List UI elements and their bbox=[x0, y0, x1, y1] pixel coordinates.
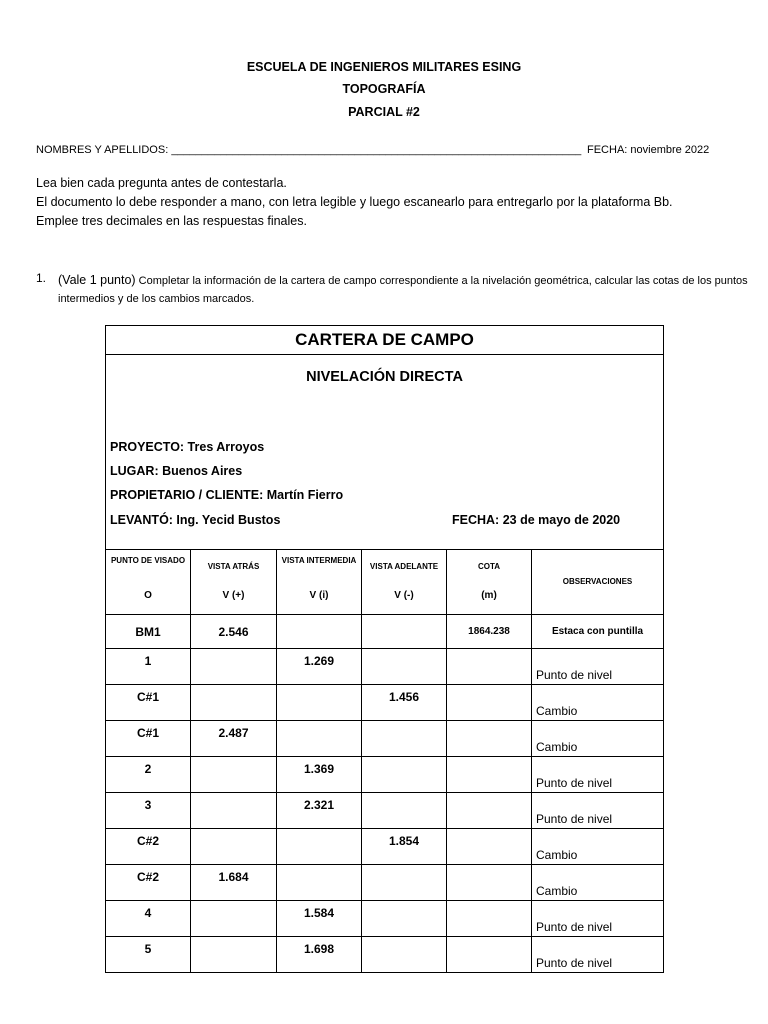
cell-adelante bbox=[362, 615, 447, 649]
question-text bbox=[58, 271, 748, 308]
table-row bbox=[106, 865, 664, 901]
table-row bbox=[106, 901, 664, 937]
cell-intermedia: 1.584 bbox=[303, 905, 335, 920]
instruction-3: Emplee tres decimales en las respuestas finales. bbox=[36, 214, 307, 228]
table-row bbox=[106, 793, 664, 829]
cell-punto: 1 bbox=[144, 653, 152, 668]
cell-obs: Cambio bbox=[532, 865, 664, 901]
cell-punto: C#2 bbox=[136, 869, 159, 884]
cell-atras: 2.487 bbox=[218, 725, 249, 740]
project-location: LUGAR: Buenos Aires bbox=[110, 464, 243, 478]
table-row bbox=[106, 649, 664, 685]
project-owner: PROPIETARIO / CLIENTE: Martín Fierro bbox=[110, 488, 344, 502]
table-subtitle: NIVELACIÓN DIRECTA bbox=[306, 369, 463, 385]
cell-punto: 2 bbox=[144, 761, 152, 776]
question-points: (Vale 1 punto) bbox=[58, 273, 136, 287]
cell-adelante: 1.456 bbox=[388, 689, 420, 704]
cell-obs: Punto de nivel bbox=[532, 757, 664, 793]
table-row bbox=[106, 829, 664, 865]
cell-cota: 1864.238 bbox=[447, 615, 532, 649]
question-number: 1. bbox=[36, 271, 47, 285]
cell-obs: Punto de nivel bbox=[532, 793, 664, 829]
cell-intermedia: 2.321 bbox=[303, 797, 335, 812]
table-title: CARTERA DE CAMPO bbox=[106, 326, 664, 355]
cell-punto: 3 bbox=[144, 797, 152, 812]
col-observaciones: OBSERVACIONES bbox=[532, 550, 664, 615]
cell-punto: BM1 bbox=[106, 615, 191, 649]
col-vista-adelante: VISTA ADELANTE V (-) bbox=[362, 550, 447, 615]
col-punto: PUNTO DE VISADO O bbox=[106, 550, 191, 615]
project-info bbox=[106, 355, 664, 550]
field-book-table bbox=[105, 325, 664, 973]
surveyor: LEVANTÓ: Ing. Yecid Bustos bbox=[110, 513, 281, 527]
table-row bbox=[106, 615, 664, 649]
table-row bbox=[106, 937, 664, 973]
cell-intermedia: 1.698 bbox=[303, 941, 335, 956]
instruction-2: El documento lo debe responder a mano, con letra legible y luego escanearlo para entregarlo por la plataforma Bb. bbox=[36, 195, 673, 209]
cell-obs: Punto de nivel bbox=[532, 649, 664, 685]
cell-punto: 4 bbox=[144, 905, 152, 920]
instruction-1: Lea bien cada pregunta antes de contestarla. bbox=[36, 176, 287, 190]
cell-punto: C#2 bbox=[136, 833, 159, 848]
cell-obs: Punto de nivel bbox=[532, 937, 664, 973]
cell-punto: C#1 bbox=[136, 725, 159, 740]
cell-obs: Estaca con puntilla bbox=[532, 615, 664, 649]
col-vista-intermedia: VISTA INTERMEDIA V (i) bbox=[277, 550, 362, 615]
cell-intermedia bbox=[277, 615, 362, 649]
cell-obs: Punto de nivel bbox=[532, 901, 664, 937]
cell-atras: 1.684 bbox=[218, 869, 249, 884]
subject-title: TOPOGRAFÍA bbox=[342, 82, 426, 96]
table-row bbox=[106, 721, 664, 757]
school-title: ESCUELA DE INGENIEROS MILITARES ESING bbox=[246, 60, 522, 74]
cell-obs: Cambio bbox=[532, 829, 664, 865]
cell-obs: Cambio bbox=[532, 721, 664, 757]
table-row bbox=[106, 757, 664, 793]
cell-punto: 5 bbox=[144, 941, 152, 956]
project-name: PROYECTO: Tres Arroyos bbox=[110, 440, 265, 454]
table-row bbox=[106, 685, 664, 721]
names-field-label: NOMBRES Y APELLIDOS: ___________________________________________________________________ bbox=[36, 144, 582, 156]
survey-date: FECHA: 23 de mayo de 2020 bbox=[452, 513, 621, 527]
exam-title: PARCIAL #2 bbox=[348, 105, 420, 119]
col-cota: COTA (m) bbox=[447, 550, 532, 615]
cell-punto: C#1 bbox=[136, 689, 159, 704]
cell-intermedia: 1.369 bbox=[303, 761, 335, 776]
question-body: Completar la información de la cartera de campo correspondiente a la nivelación geométrica, calcular las cotas de los puntos intermedios y de los cambios marcados. bbox=[58, 275, 748, 305]
cell-intermedia: 1.269 bbox=[303, 653, 335, 668]
cell-adelante: 1.854 bbox=[388, 833, 420, 848]
exam-date: FECHA: noviembre 2022 bbox=[587, 144, 710, 156]
col-vista-atras: VISTA ATRÁS V (+) bbox=[191, 550, 277, 615]
cell-obs: Cambio bbox=[532, 685, 664, 721]
cell-atras: 2.546 bbox=[191, 615, 277, 649]
